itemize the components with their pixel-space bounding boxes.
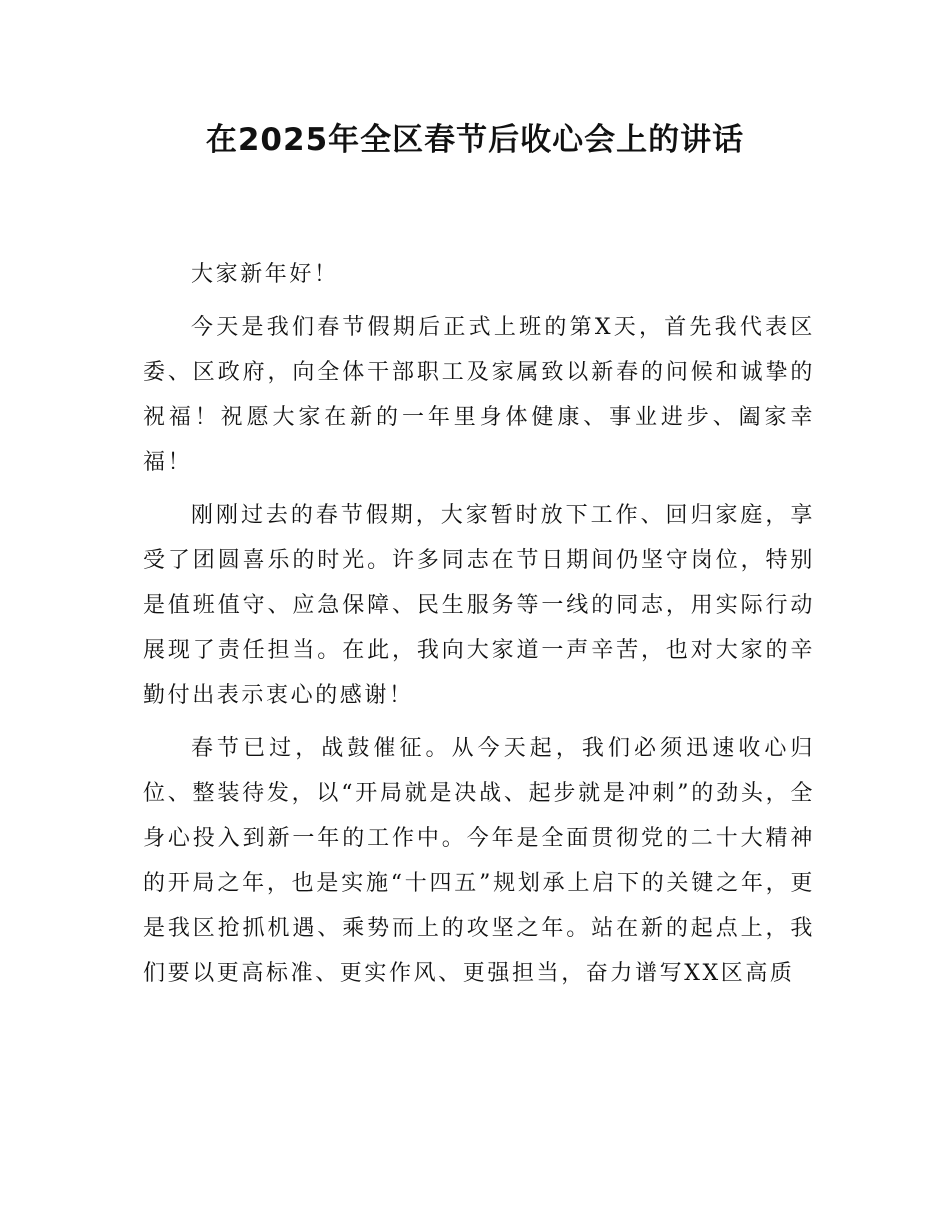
paragraph-holiday-thanks: 刚刚过去的春节假期，大家暂时放下工作、回归家庭，享受了团圆喜乐的时光。许多同志在节日期间仍坚守岗位，特别是值班值守、应急保障、民生服务等一线的同志，用实际行动展现了责任担当。在此，我向大家道一声辛苦，也对大家的辛勤付出表示衷心的感谢！ — [143, 503, 815, 708]
paragraph-new-year-wishes: 今天是我们春节假期后正式上班的第X天，首先我代表区委、区政府，向全体干部职工及家属致以新春的问候和诚挚的祝福！祝愿大家在新的一年里身体健康、事业进步、阖家幸福！ — [143, 315, 815, 475]
paragraph-greeting: 大家新年好！ — [191, 262, 339, 287]
document-body — [143, 252, 815, 1004]
paragraph-work-mobilization: 春节已过，战鼓催征。从今天起，我们必须迅速收心归位、整装待发，以“开局就是决战、起步就是冲刺”的劲头，全身心投入到新一年的工作中。今年是全面贯彻党的二十大精神的开局之年，也是实施“十四五”规划承上启下的关键之年，更是我区抢抓机遇、乘势而上的攻坚之年。站在新的起点上，我们要以更高标准、更实作风、更强担当，奋力谱写XX区高质 — [143, 736, 815, 986]
document-title: 在2025年全区春节后收心会上的讲话 — [205, 122, 745, 158]
